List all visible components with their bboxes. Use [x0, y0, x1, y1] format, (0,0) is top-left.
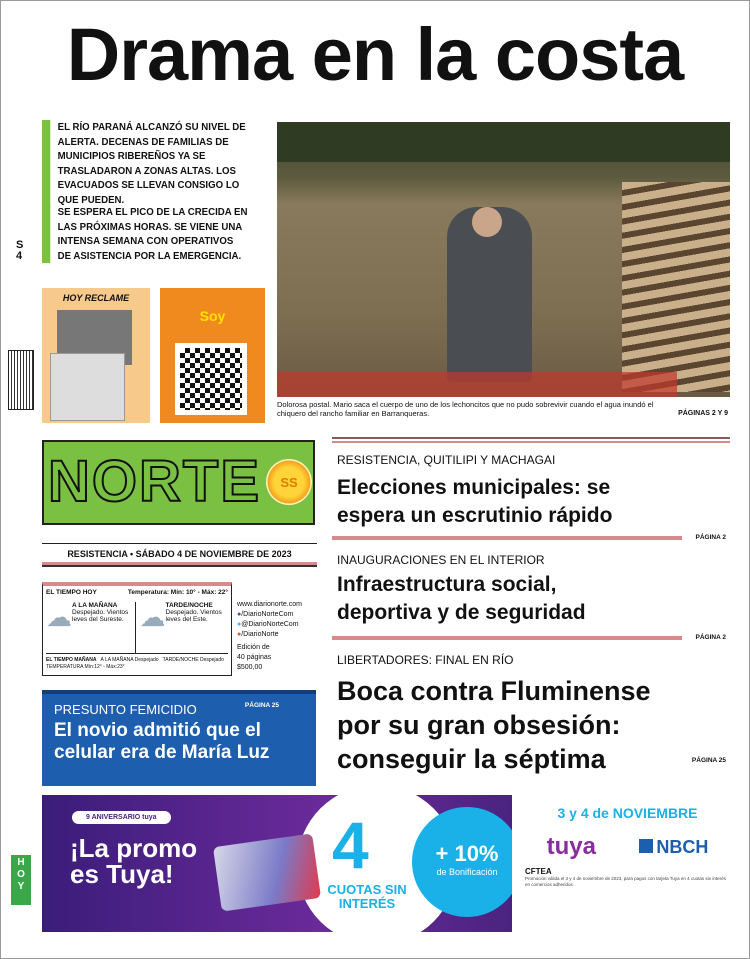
divider	[42, 562, 317, 567]
afternoon-text: Despejado. Vientos leves del Este.	[165, 609, 222, 623]
cloud-icon: ☁	[139, 602, 166, 632]
tomorrow-morning: A LA MAÑANA Despejado	[100, 657, 159, 663]
edition-info: Edición de 40 páginas $500,00	[237, 644, 272, 671]
story-page[interactable]: PÁGINA 2	[695, 534, 726, 541]
afternoon-label: TARDE/NOCHE	[165, 602, 213, 609]
lead-bullet-1: EL RÍO PARANÁ ALCANZÓ SU NIVEL DE ALERTA. DECENAS DE FAMILIAS DE MUNICIPIOS RIBEREÑOS YA SE TRASLADARON A ZONAS ALTAS. LOS EVACUADOS SE LLEVAN CONSIGO LO QUE PUEDEN.	[42, 120, 249, 207]
story-section: INAUGURACIONES EN EL INTERIOR	[337, 553, 545, 567]
flood-photo[interactable]	[277, 122, 730, 397]
story-section: LIBERTADORES: FINAL EN RÍO	[337, 653, 514, 667]
weather-temps: Temperatura: Mín: 10° - Máx: 22°	[127, 589, 228, 596]
story-page[interactable]: PÁGINA 25	[691, 757, 726, 764]
reclame-title: HOY RECLAME	[62, 293, 130, 303]
story-section: RESISTENCIA, QUITILIPI Y MACHAGAI	[337, 453, 556, 467]
ad-dates: 3 y 4 de NOVIEMBRE	[557, 805, 698, 821]
divider	[332, 636, 682, 640]
dateline: RESISTENCIA • SÁBADO 4 DE NOVIEMBRE DE 2023	[42, 543, 317, 559]
story-title[interactable]: Elecciones municipales: se espera un escrutinio rápido	[337, 476, 613, 527]
story-page[interactable]: PÁGINA 2	[695, 634, 726, 641]
tomorrow-temp: TEMPERATURA Mín:12° - Máx:23°	[46, 664, 125, 670]
barcode	[8, 350, 34, 410]
credit-card-icon	[213, 833, 321, 911]
section-tag: S4	[16, 239, 24, 262]
ad-slogan: ¡La promo es Tuya!	[70, 833, 198, 889]
facebook-link[interactable]: ●/DiarioNorteCom	[237, 611, 294, 618]
instagram-icon: ●	[237, 631, 242, 638]
reclame-ad[interactable]	[42, 288, 150, 423]
ad-bonus-sub: de Bonificación	[436, 867, 498, 877]
story-title: El novio admitió que el celular era de María Luz	[54, 720, 270, 763]
fineprint: Promoción válida el 3 y 4 de noviembre de 2023, para pagos con tarjeta Tuya en 4 cuotas sin interés en comercios adheridos.	[525, 876, 726, 887]
promo-brand: Soy	[199, 308, 226, 324]
lead-bullet-2: SE ESPERA EL PICO DE LA CRECIDA EN LAS PRÓXIMAS HORAS. SE VIENE UNA INTENSA SEMANA CON OPERATIVOS DE ASISTENCIA POR LA EMERGENCIA.	[42, 205, 249, 263]
morning-text: Despejado. Vientos leves del Sureste.	[72, 609, 129, 623]
story-title[interactable]: Boca contra Fluminense por su gran obsesión: conseguir la séptima	[337, 676, 651, 774]
tomorrow-label: EL TIEMPO MAÑANA	[46, 657, 97, 663]
ad-bonus: + 10%	[435, 841, 499, 866]
weather-title: EL TIEMPO HOY	[46, 589, 97, 596]
divider	[332, 536, 682, 540]
social-links	[237, 600, 322, 673]
photo-caption: Dolorosa postal. Mario saca el cuerpo de uno de los lechoncitos que no pudo sobrevivir cuando el agua inundó el chiquero del rancho familiar en Barranqueras.	[277, 400, 654, 418]
facebook-icon: ●	[237, 611, 242, 618]
anniversary-badge: 9 ANIVERSARIO tuya	[72, 811, 171, 824]
sun-logo-icon: SS	[266, 459, 312, 505]
nbch-logo: NBCH	[639, 837, 708, 858]
tuya-logo: tuya	[546, 833, 597, 860]
main-headline[interactable]: Drama en la costa	[66, 13, 684, 96]
photo-page-ref[interactable]: PÁGINAS 2 Y 9	[678, 410, 728, 417]
tuya-ad[interactable]	[42, 795, 512, 932]
ad-number: 4	[332, 808, 369, 882]
tuya-ad-info[interactable]	[525, 805, 730, 930]
femicide-story[interactable]	[42, 690, 316, 786]
fineprint-title: CFTEA	[525, 867, 552, 876]
ad-cuotas: CUOTAS SIN INTERÉS	[327, 882, 407, 911]
morning-label: A LA MAÑANA	[72, 602, 118, 609]
qr-code-icon[interactable]	[175, 343, 247, 415]
story-page: PÁGINA 25	[244, 702, 279, 709]
website-link[interactable]: www.diarionorte.com	[237, 601, 302, 608]
logo-text: NORTE	[48, 449, 261, 514]
qr-promo-ad[interactable]	[160, 288, 265, 423]
tomorrow-afternoon: TARDE/NOCHE Despejado	[162, 657, 224, 663]
twitter-icon: ●	[237, 621, 242, 628]
hoy-tag: HOY	[11, 855, 31, 905]
cloud-icon: ☁	[46, 602, 72, 632]
weather-box	[42, 582, 232, 676]
instagram-link[interactable]: ●/DiarioNorte	[237, 631, 279, 638]
story-title[interactable]: Infraestructura social, deportiva y de seguridad	[337, 573, 586, 624]
divider	[332, 437, 730, 443]
twitter-link[interactable]: ●@DiarioNorteCom	[237, 621, 299, 628]
story-section: PRESUNTO FEMICIDIO	[54, 702, 197, 717]
